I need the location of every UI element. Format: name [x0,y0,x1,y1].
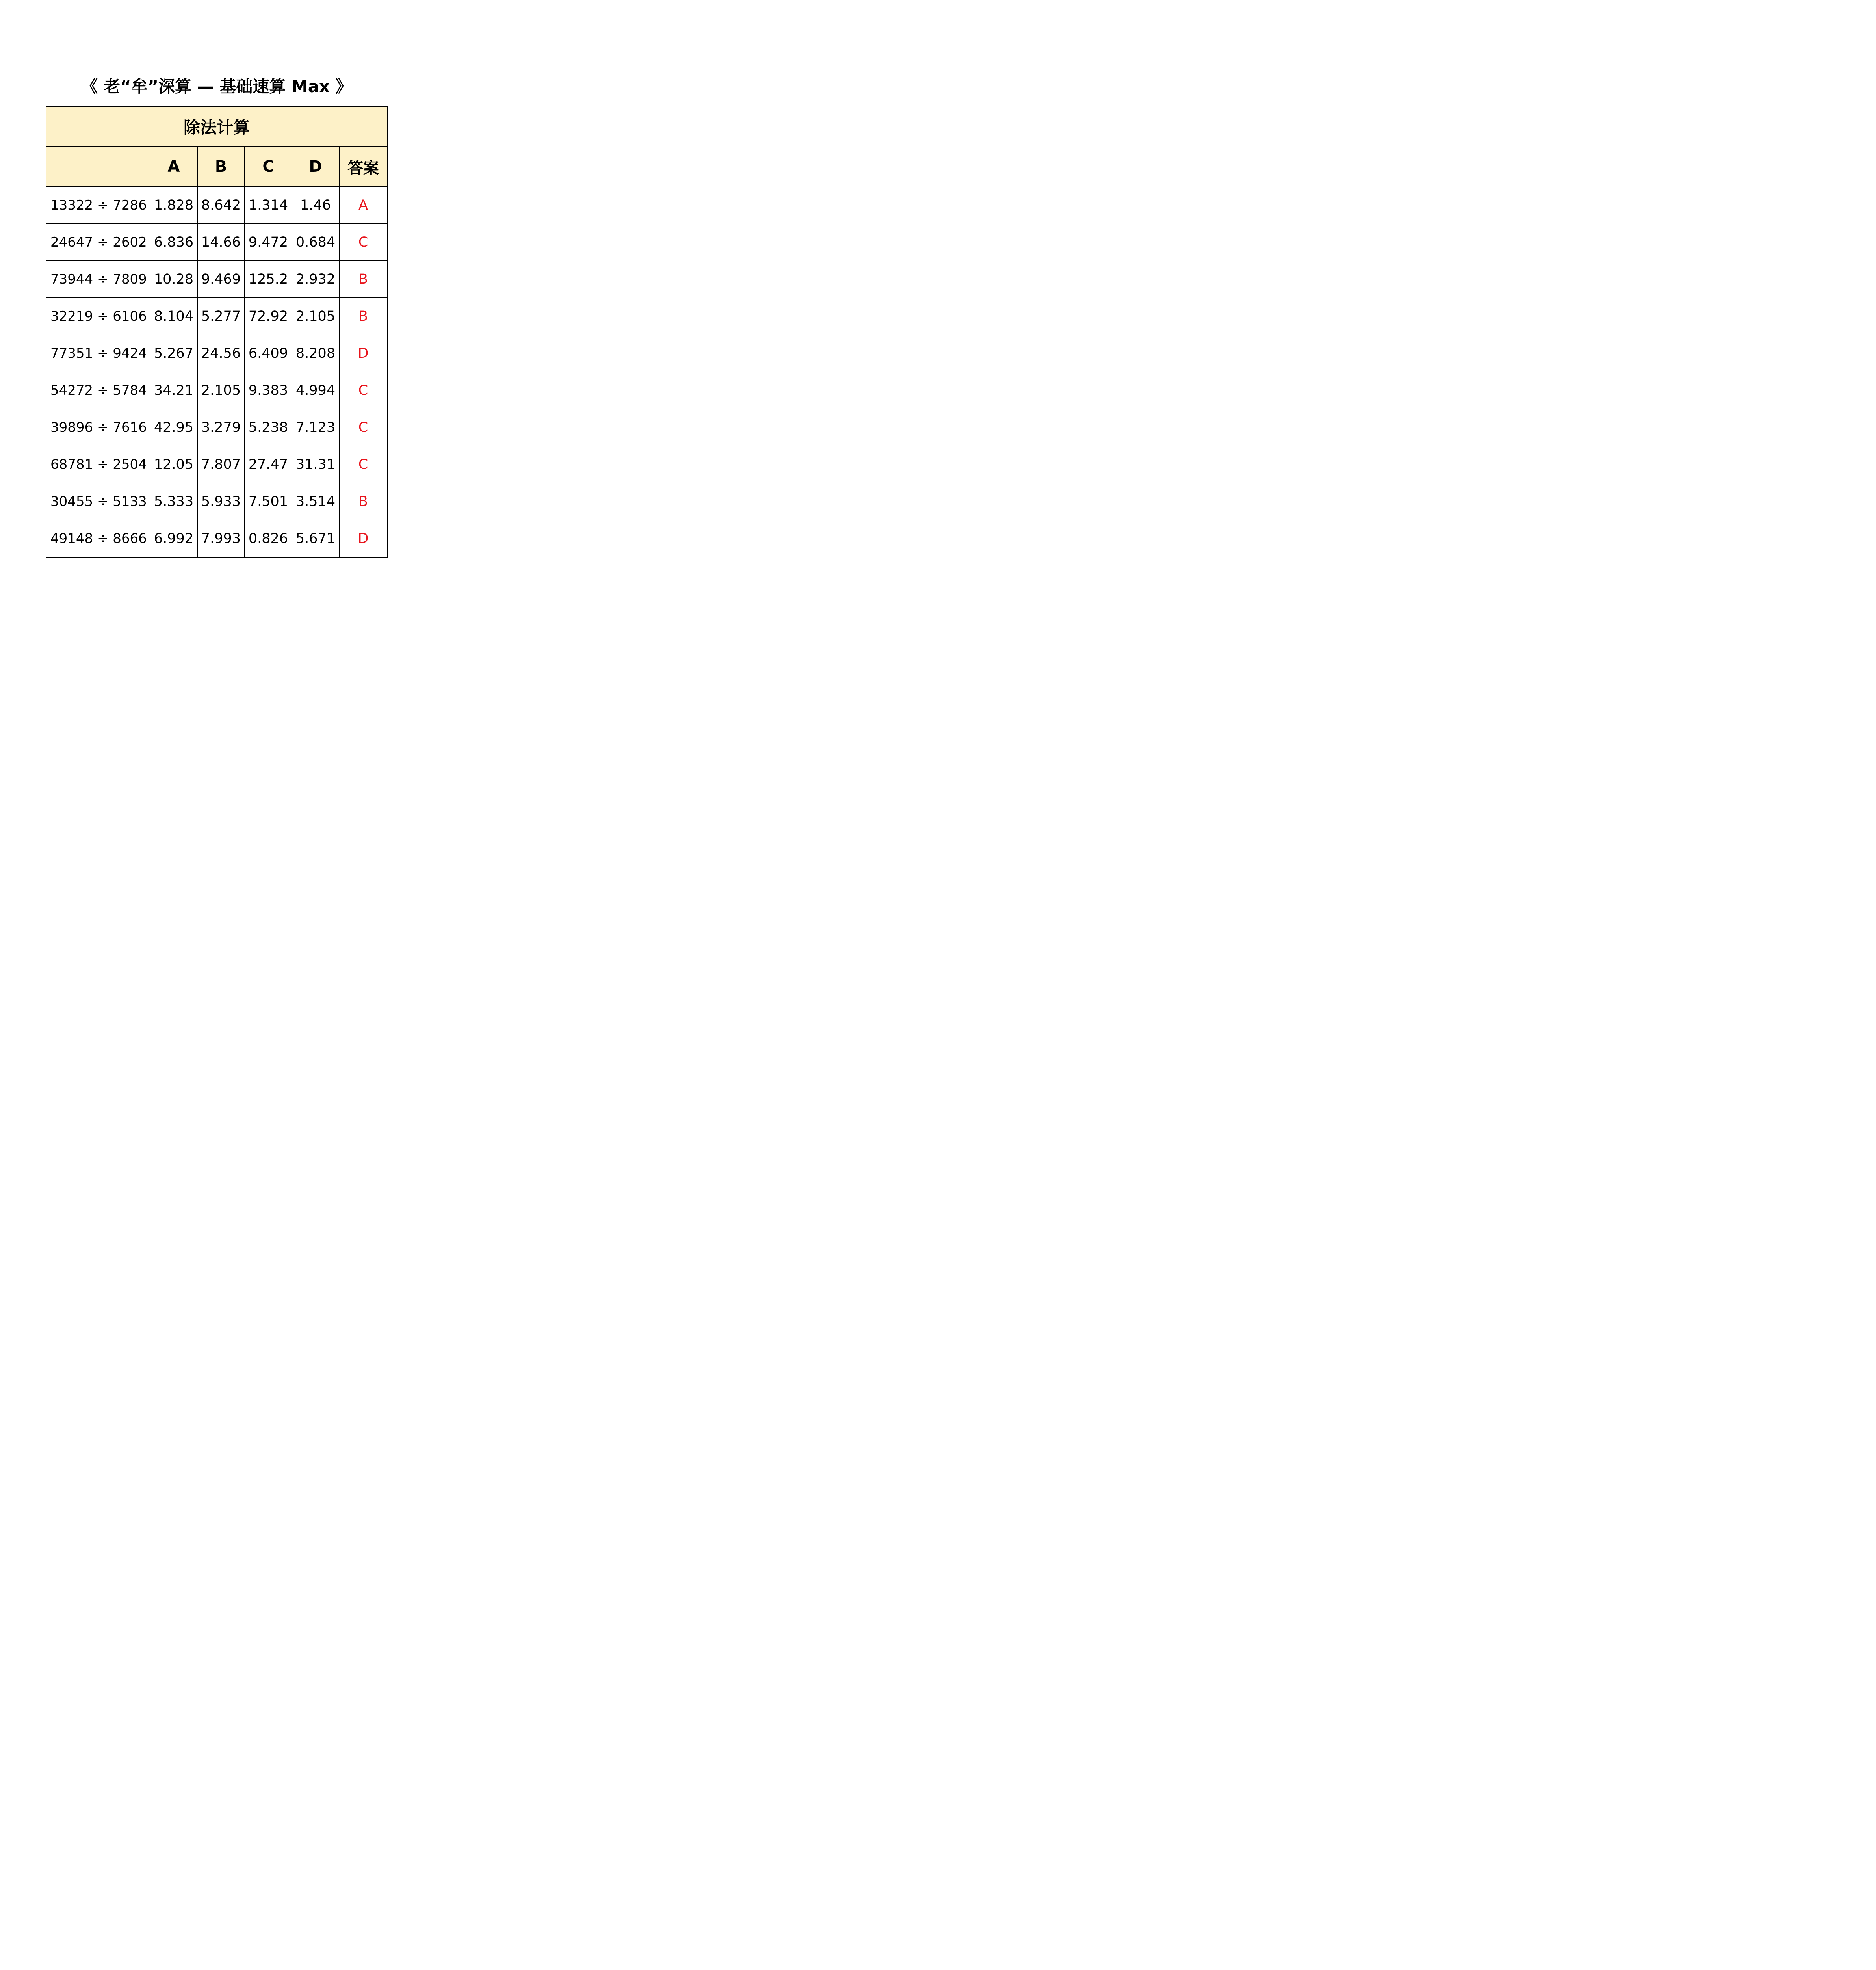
header-option-b: B [197,147,245,187]
answer-cell: C [339,372,387,409]
table-row [46,224,387,261]
table-row [46,483,387,520]
option-b-cell: 9.469 [197,261,245,298]
option-d-cell: 3.514 [292,483,339,520]
option-a-cell: 1.828 [150,187,197,224]
option-d-cell: 8.208 [292,335,339,372]
option-c-cell: 9.383 [245,372,292,409]
table-row [46,520,387,557]
option-d-cell: 1.46 [292,187,339,224]
worksheet-title: 《 老“牟”深算 — 基础速算 Max 》 [81,77,352,96]
option-b-cell: 8.642 [197,187,245,224]
question-cell: 73944 ÷ 7809 [46,261,150,298]
option-b-cell: 14.66 [197,224,245,261]
option-c-cell: 1.314 [245,187,292,224]
option-d-cell: 2.105 [292,298,339,335]
option-d-cell: 7.123 [292,409,339,446]
option-a-cell: 34.21 [150,372,197,409]
option-a-cell: 6.836 [150,224,197,261]
table-row [46,261,387,298]
option-d-cell: 5.671 [292,520,339,557]
table-row [46,372,387,409]
division-worksheet-table [46,106,388,558]
question-cell: 24647 ÷ 2602 [46,224,150,261]
option-a-cell: 5.333 [150,483,197,520]
question-cell: 30455 ÷ 5133 [46,483,150,520]
option-b-cell: 5.277 [197,298,245,335]
table-row [46,335,387,372]
answer-cell: D [339,520,387,557]
option-b-cell: 2.105 [197,372,245,409]
option-c-cell: 27.47 [245,446,292,483]
answer-cell: C [339,409,387,446]
table-row [46,446,387,483]
option-d-cell: 4.994 [292,372,339,409]
option-a-cell: 12.05 [150,446,197,483]
option-c-cell: 125.2 [245,261,292,298]
header-option-c: C [245,147,292,187]
table-row [46,187,387,224]
option-a-cell: 10.28 [150,261,197,298]
section-banner-row [46,106,387,147]
answer-cell: B [339,483,387,520]
option-b-cell: 3.279 [197,409,245,446]
answer-cell: C [339,446,387,483]
header-answer: 答案 [339,147,387,187]
header-option-d: D [292,147,339,187]
section-title: 除法计算 [46,106,387,147]
table-row [46,298,387,335]
question-cell: 39896 ÷ 7616 [46,409,150,446]
option-a-cell: 5.267 [150,335,197,372]
option-a-cell: 42.95 [150,409,197,446]
answer-cell: C [339,224,387,261]
option-d-cell: 0.684 [292,224,339,261]
option-a-cell: 8.104 [150,298,197,335]
option-b-cell: 24.56 [197,335,245,372]
option-d-cell: 31.31 [292,446,339,483]
answer-cell: B [339,261,387,298]
answer-cell: A [339,187,387,224]
answer-cell: B [339,298,387,335]
option-c-cell: 6.409 [245,335,292,372]
option-c-cell: 7.501 [245,483,292,520]
question-cell: 77351 ÷ 9424 [46,335,150,372]
option-a-cell: 6.992 [150,520,197,557]
option-c-cell: 0.826 [245,520,292,557]
option-c-cell: 9.472 [245,224,292,261]
header-option-a: A [150,147,197,187]
option-c-cell: 5.238 [245,409,292,446]
header-blank [46,147,150,187]
question-cell: 32219 ÷ 6106 [46,298,150,335]
option-d-cell: 2.932 [292,261,339,298]
question-cell: 13322 ÷ 7286 [46,187,150,224]
header-row [46,147,387,187]
answer-cell: D [339,335,387,372]
question-cell: 68781 ÷ 2504 [46,446,150,483]
option-b-cell: 7.807 [197,446,245,483]
table-row [46,409,387,446]
option-b-cell: 7.993 [197,520,245,557]
question-cell: 49148 ÷ 8666 [46,520,150,557]
option-c-cell: 72.92 [245,298,292,335]
option-b-cell: 5.933 [197,483,245,520]
question-cell: 54272 ÷ 5784 [46,372,150,409]
